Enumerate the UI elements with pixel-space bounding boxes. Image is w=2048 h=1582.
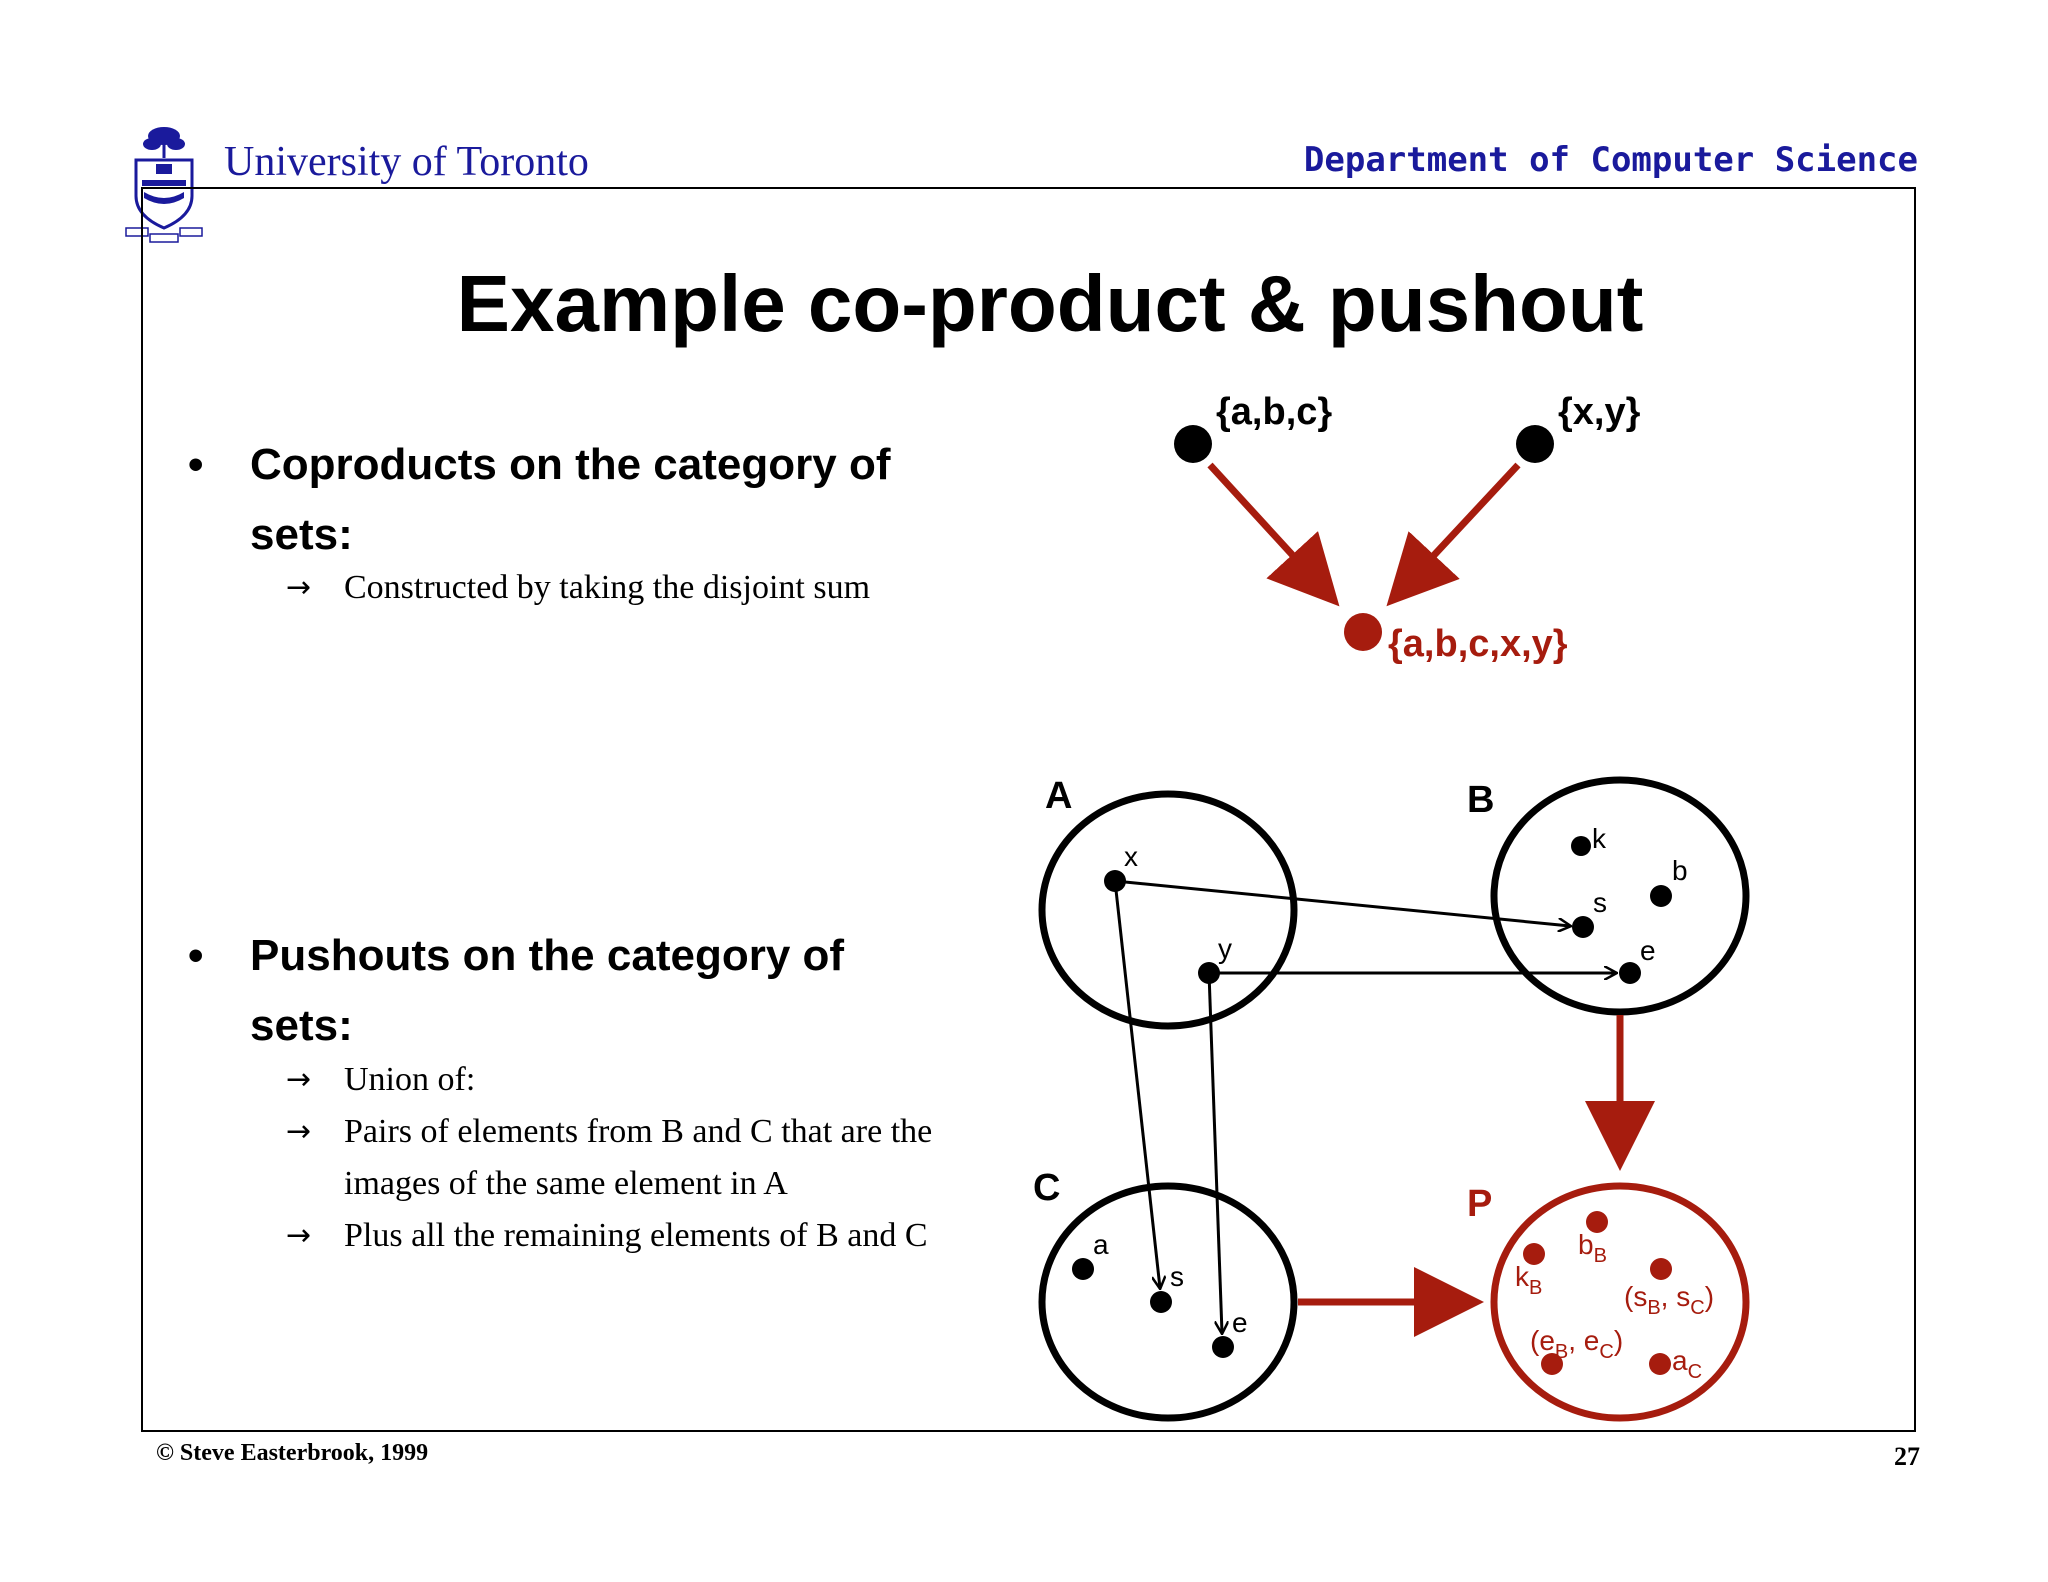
bullet-line: sets: (250, 510, 353, 559)
node-xy (1516, 425, 1554, 463)
arrow-right-icon: → (286, 570, 312, 605)
b-element-e (1619, 962, 1641, 984)
c-element-e (1212, 1336, 1234, 1358)
bullet-line: sets: (250, 1001, 353, 1050)
set-c-label: C (1033, 1167, 1061, 1209)
b-element-e-label: e (1640, 935, 1656, 966)
p-element-bb-label: $b_B$ (1578, 1229, 1607, 1267)
bullet-line: Pushouts on the category of (250, 931, 845, 980)
c-element-a (1072, 1258, 1094, 1280)
label-abc: {a,b,c} (1216, 391, 1333, 433)
b-element-k (1571, 836, 1591, 856)
map-arrow-y-to-e-c (1209, 973, 1222, 1333)
label-sum: {a,b,c,x,y} (1388, 623, 1568, 665)
p-element-ac-label: $a_C$ (1672, 1345, 1703, 1383)
injection-arrow-left (1210, 465, 1330, 596)
bullet-dot: • (188, 440, 204, 489)
label-xy: {x,y} (1558, 391, 1641, 433)
sub-item-text: Plus all the remaining elements of B and C (344, 1217, 928, 1254)
sub-item-text: Pairs of elements from B and C that are the (344, 1113, 933, 1150)
p-element-sbsc (1650, 1258, 1672, 1280)
b-element-k-label: k (1592, 823, 1606, 854)
b-element-s (1572, 916, 1594, 938)
a-element-y-label: y (1218, 933, 1232, 964)
p-element-sbsc-label: ($s_B$, $s_C$) (1624, 1281, 1715, 1319)
node-sum (1344, 613, 1382, 651)
arrow-right-icon: → (286, 1062, 312, 1097)
injection-arrow-right (1396, 465, 1518, 596)
set-a-label: A (1045, 775, 1073, 817)
bullet-line: Coproducts on the category of (250, 440, 891, 489)
bullet-dot: • (188, 931, 204, 980)
c-element-s-label: s (1170, 1261, 1184, 1292)
map-arrow-x-to-s-c (1115, 881, 1160, 1288)
c-element-a-label: a (1093, 1229, 1109, 1260)
sub-item-text: Constructed by taking the disjoint sum (344, 569, 871, 606)
set-p-label: P (1467, 1183, 1493, 1225)
sub-item-text: images of the same element in A (344, 1165, 788, 1202)
c-element-e-label: e (1232, 1307, 1248, 1338)
map-arrow-x-to-s-b (1115, 881, 1570, 926)
set-b-label: B (1467, 779, 1495, 821)
b-element-b (1650, 885, 1672, 907)
p-element-ac (1649, 1353, 1671, 1375)
pushout-diagram (1033, 775, 1746, 1418)
a-element-x-label: x (1124, 841, 1138, 872)
p-element-kb-label: $k_B$ (1515, 1261, 1543, 1299)
p-element-ebec-label: ($e_B$, $e_C$) (1530, 1325, 1624, 1363)
coproduct-diagram (1174, 391, 1641, 665)
slide-title: Example co-product & pushout (456, 259, 1644, 348)
c-element-s (1150, 1291, 1172, 1313)
sub-item-text: Union of: (344, 1061, 476, 1098)
footer-copyright: © Steve Easterbrook, 1999 (156, 1440, 429, 1466)
b-element-b-label: b (1672, 855, 1688, 886)
set-a-circle (1042, 794, 1294, 1026)
arrow-right-icon: → (286, 1218, 312, 1253)
node-abc (1174, 425, 1212, 463)
arrow-right-icon: → (286, 1114, 312, 1149)
b-element-s-label: s (1593, 887, 1607, 918)
department-name: Department of Computer Science (1303, 140, 1918, 180)
page-number: 27 (1894, 1442, 1920, 1471)
university-name: University of Toronto (224, 139, 589, 185)
